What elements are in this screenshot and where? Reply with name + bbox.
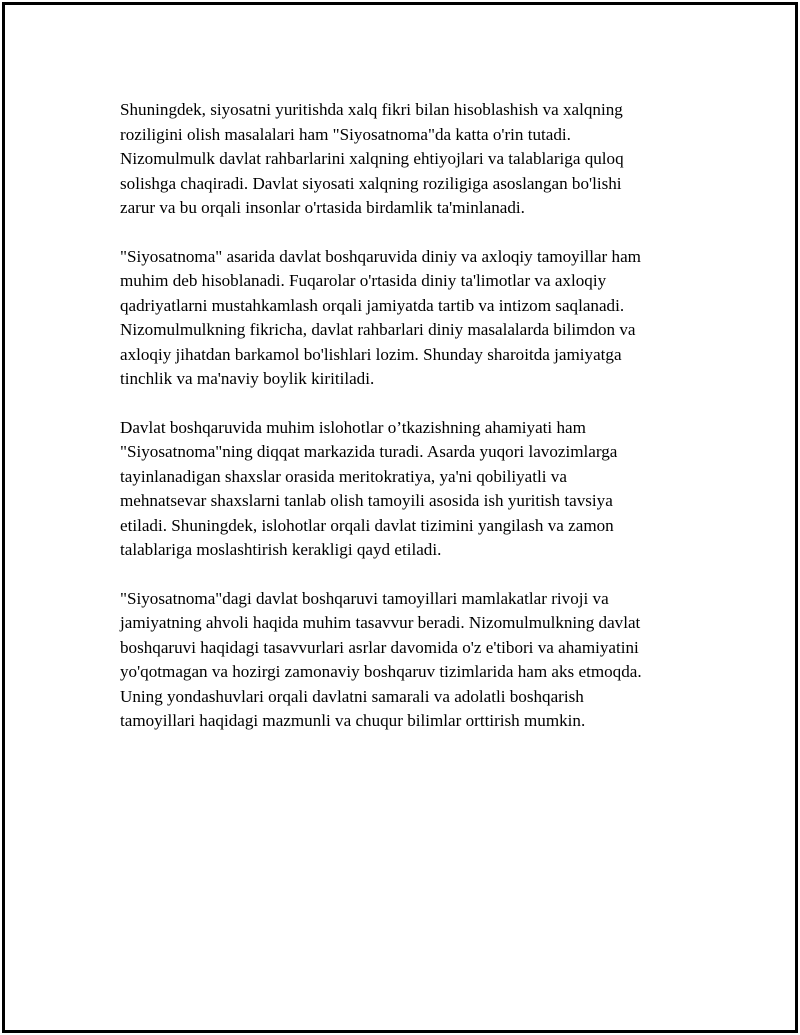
text-line: talablariga moslashtirish kerakligi qayd etiladi. xyxy=(120,540,442,559)
text-line: qadriyatlarni mustahkamlash orqali jamiyatda tartib va intizom saqlanadi. xyxy=(120,295,625,315)
text-line: mehnatsevar shaxslarni tanlab olish tamoyili asosida ish yuritish tavsiya xyxy=(120,491,613,510)
text-line: tinchlik va ma'naviy boylik kiritiladi. xyxy=(120,369,375,388)
text-line: roziligini olish masalalari ham "Siyosatnoma"da katta o'rin tutadi. xyxy=(120,124,571,144)
paragraph-4 xyxy=(120,587,700,734)
text-line: "Siyosatnoma"ning diqqat markazida turadi. Asarda yuqori lavozimlarga xyxy=(120,442,618,461)
document-page xyxy=(2,2,798,1033)
text-line: boshqaruvi haqidagi tasavvurlari asrlar davomida o'z e'tibori va ahamiyatini xyxy=(120,637,639,657)
text-line: jamiyatning ahvoli haqida muhim tasavvur beradi. Nizomulmulkning davlat xyxy=(120,613,641,632)
text-line: yo'qotmagan va hozirgi zamonaviy boshqaruv tizimlarida ham aks etmoqda. xyxy=(120,662,642,681)
text-line: Davlat boshqaruvida muhim islohotlar o’tkazishning ahamiyati ham xyxy=(120,417,586,437)
text-line: tamoyillari haqidagi mazmunli va chuqur bilimlar orttirish mumkin. xyxy=(120,711,586,730)
text-line: tayinlanadigan shaxslar orasida meritokratiya, ya'ni qobiliyatli va xyxy=(120,466,567,486)
text-line: solishga chaqiradi. Davlat siyosati xalqning roziligiga asoslangan bo'lishi xyxy=(120,173,622,193)
text-line: axloqiy jihatdan barkamol bo'lishlari lozim. Shunday sharoitda jamiyatga xyxy=(120,344,622,364)
text-line: Uning yondashuvlari orqali davlatni samarali va adolatli boshqarish xyxy=(120,686,584,706)
text-line: zarur va bu orqali insonlar o'rtasida birdamlik ta'minlanadi. xyxy=(120,198,525,217)
text-line: muhim deb hisoblanadi. Fuqarolar o'rtasida diniy ta'limotlar va axloqiy xyxy=(120,271,607,290)
text-line: Nizomulmulkning fikricha, davlat rahbarlari diniy masalalarda bilimdon va xyxy=(120,320,636,339)
document-body xyxy=(120,98,700,758)
text-line: Shuningdek, siyosatni yuritishda xalq fikri bilan hisoblashish va xalqning xyxy=(120,100,623,119)
paragraph-1 xyxy=(120,98,700,221)
paragraph-2 xyxy=(120,245,700,392)
paragraph-3 xyxy=(120,416,700,563)
text-line: "Siyosatnoma" asarida davlat boshqaruvida diniy va axloqiy tamoyillar ham xyxy=(120,246,641,266)
text-line: Nizomulmulk davlat rahbarlarini xalqning ehtiyojlari va talablariga quloq xyxy=(120,149,624,168)
text-line: etiladi. Shuningdek, islohotlar orqali davlat tizimini yangilash va zamon xyxy=(120,515,614,535)
text-line: "Siyosatnoma"dagi davlat boshqaruvi tamoyillari mamlakatlar rivoji va xyxy=(120,588,609,608)
